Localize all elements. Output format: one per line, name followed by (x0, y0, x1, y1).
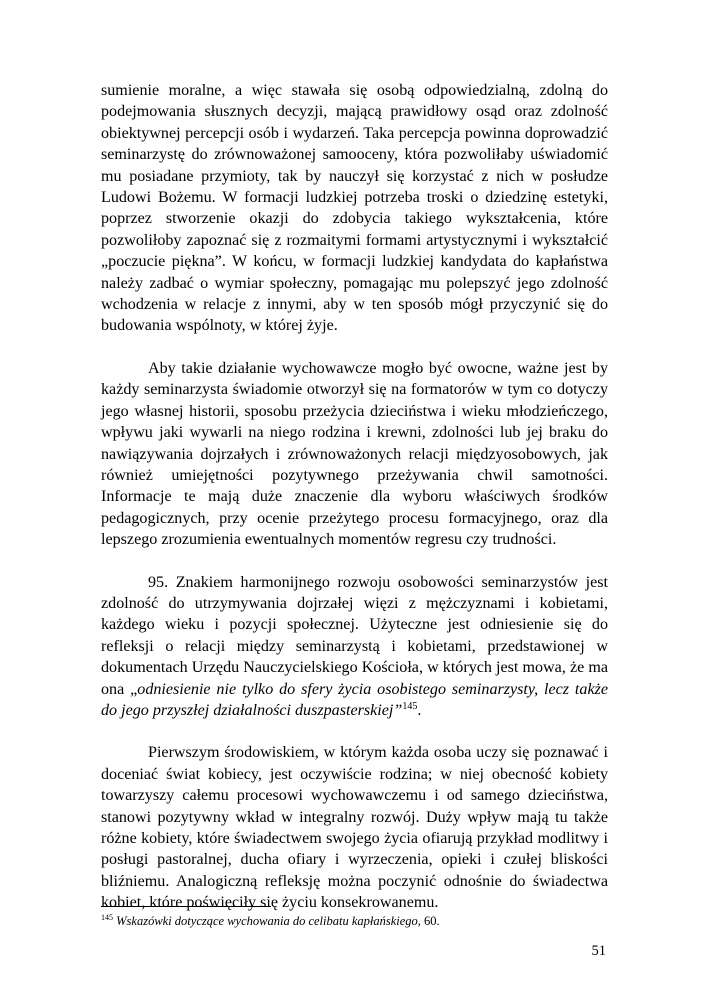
paragraph-3-quote: odniesienie nie tylko do sfery życia osobistego seminarzysty, lecz także do jego przyszłej działalności duszpasterskiej (101, 680, 608, 719)
paragraph-2: Aby takie działanie wychowawcze mogło być owocne, ważne jest by każdy seminarzysta świadomie otworzył się na formatorów w tym co dotyczy jego własnej historii, sposobu przeżycia dzieciństwa i wieku młodzieńczego, wpływu jaki wywarli na niego rodzina i krewni, zdolności lub jej braku do nawiązywania dojrzałych i zrównoważonych relacji międzyosobowych, jak również umiejętności pozytywnego przeżywania chwil samotności. Informacje te mają duże znaczenie dla wyboru właściwych środków pedagogicznych, przy ocenie przeżytego procesu formacyjnego, oraz dla lepszego zrozumienia ewentualnych momentów regresu czy trudności. (101, 359, 608, 549)
paragraph-3-text: 95. Znakiem harmonijnego rozwoju osobowości seminarzystów jest zdolność do utrzymywania dojrzałej więzi z mężczyznami i kobietami, każdego wieku i pozycji społecznej. Użyteczne jest odniesienie się do refleksji o relacji między seminarzystą i kobietami, przedstawionej w dokumentach Urzędu Nauczycielskiego Kościoła, w których jest mowa, że ma ona „ (101, 573, 608, 698)
paragraph-3-quote-close: ” (393, 701, 403, 719)
paragraph-3 (101, 572, 608, 722)
paragraph-3-end: . (417, 701, 422, 719)
page-body (101, 80, 608, 914)
footnote-number: 145 (101, 913, 113, 922)
page-number: 51 (591, 943, 606, 959)
footnote-separator (101, 906, 271, 907)
footnote-rest: , 60. (417, 914, 440, 928)
footnote (101, 913, 608, 929)
footnote-title: Wskazówki dotyczące wychowania do celibatu kapłańskiego (116, 914, 418, 928)
paragraph-1: sumienie moralne, a więc stawała się osobą odpowiedzialną, zdolną do podejmowania słusznych decyzji, mającą prawidłowy osąd oraz zdolność obiektywnej percepcji osób i wydarzeń. Taka percepcja powinna doprowadzić seminarzystę do zrównoważonej samooceny, która pozwoliłaby uświadomić mu posiadane przymioty, tak by nauczył się korzystać z nich w posłudze Ludowi Bożemu. W formacji ludzkiej potrzeba troski o dziedzinę estetyki, poprzez stworzenie okazji do zdobycia takiego wykształcenia, które pozwoliłoby zapoznać się z rozmaitymi formami artystycznymi i wykształcić „poczucie piękna”. W końcu, w formacji ludzkiej kandydata do kapłaństwa należy zadbać o wymiar społeczny, pomagając mu polepszyć jego zdolność wchodzenia w relacje z innymi, aby w ten sposób mógł przyczynić się do budowania wspólnoty, w której żyje. (101, 82, 608, 335)
footnote-reference[interactable]: 145 (402, 700, 418, 712)
paragraph-4: Pierwszym środowiskiem, w którym każda osoba uczy się poznawać i doceniać świat kobiecy, jest oczywiście rodzina; w niej obecność kobiety towarzyszy całemu procesowi wychowawczemu i od samego dzieciństwa, stanowi pozytywny wkład w integralny rozwój. Duży wpływ mają tu także różne kobiety, które świadectwem swojego życia ofiarują przykład modlitwy i posługi pastoralnej, ducha ofiary i wyrzeczenia, opieki i czułej bliskości bliźniemu. Analogiczną refleksję można poczynić odnośnie do świadectwa kobiet, które poświęciły się życiu konsekrowanemu. (101, 744, 608, 912)
